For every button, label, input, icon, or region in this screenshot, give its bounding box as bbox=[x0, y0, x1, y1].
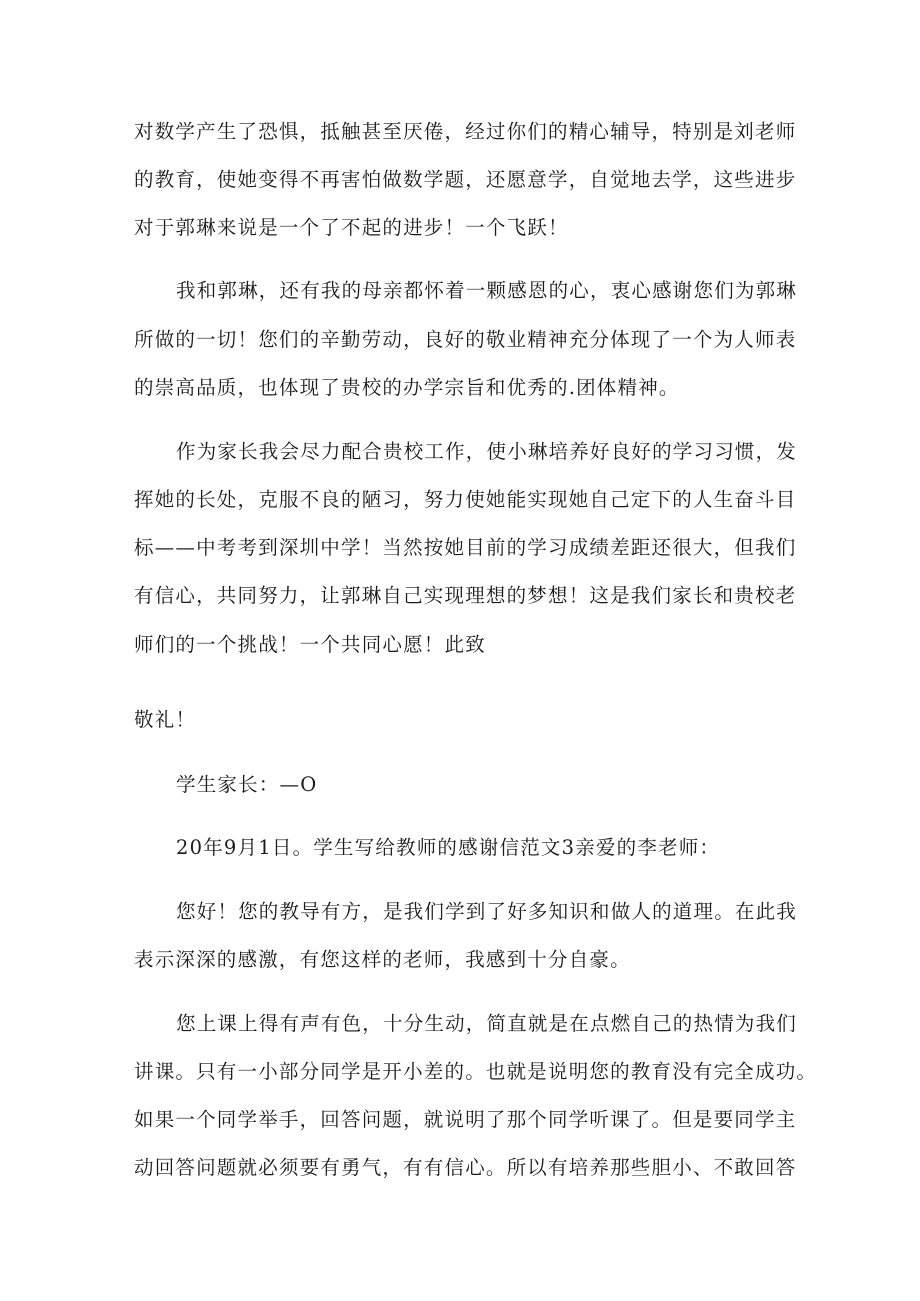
text-line: 您上课上得有声有色，十分生动，简直就是在点燃自己的热情为我们 bbox=[176, 1012, 798, 1035]
text-line: 所做的一切！您们的辛勤劳动，良好的敬业精神充分体现了一个为人师表 bbox=[134, 328, 797, 351]
text-line: 有信心，共同努力，让郭琳自己实现理想的梦想！这是我们家长和贵校老 bbox=[134, 584, 797, 607]
text-line: 讲课。只有一小部分同学是开小差的。也就是说明您的教育没有完全成功。 bbox=[134, 1060, 818, 1083]
text-line: 对数学产生了恐惧，抵触甚至厌倦，经过你们的精心辅导，特别是刘老师 bbox=[134, 120, 797, 143]
signature-line: 学生家长：—O bbox=[176, 773, 318, 796]
text-line: 师们的一个挑战！一个共同心愿！此致 bbox=[134, 633, 486, 656]
text-line: 标——中考考到深圳中学！当然按她目前的学习成绩差距还很大，但我们 bbox=[134, 536, 797, 559]
text-line: 挥她的长处，克服不良的陋习，努力使她能实现她自己定下的人生奋斗目 bbox=[134, 488, 797, 511]
text-line: 的崇高品质，也体现了贵校的办学宗旨和优秀的.团体精神。 bbox=[134, 376, 680, 399]
text-line: 表示深深的感激，有您这样的老师，我感到十分自豪。 bbox=[134, 948, 631, 971]
text-line: 对于郭琳来说是一个了不起的进步！一个飞跃！ bbox=[134, 216, 569, 239]
closing-salutation: 敬礼！ bbox=[134, 708, 197, 731]
text-line: 动回答问题就必须要有勇气，有有信心。所以有培养那些胆小、不敢回答 bbox=[134, 1156, 797, 1179]
text-line: 我和郭琳，还有我的母亲都怀着一颗感恩的心，衷心感谢您们为郭琳 bbox=[176, 279, 798, 302]
text-line: 您好！您的教导有方，是我们学到了好多知识和做人的道理。在此我 bbox=[176, 900, 798, 923]
text-line: 的教育，使她变得不再害怕做数学题，还愿意学，自觉地去学，这些进步 bbox=[134, 168, 797, 191]
text-line: 作为家长我会尽力配合贵校工作，使小琳培养好良好的学习习惯，发 bbox=[176, 440, 798, 463]
date-line: 20年9月1日。学生写给教师的感谢信范文3亲爱的李老师： bbox=[176, 836, 721, 859]
text-line: 如果一个同学举手，回答问题，就说明了那个同学听课了。但是要同学主 bbox=[134, 1108, 797, 1131]
